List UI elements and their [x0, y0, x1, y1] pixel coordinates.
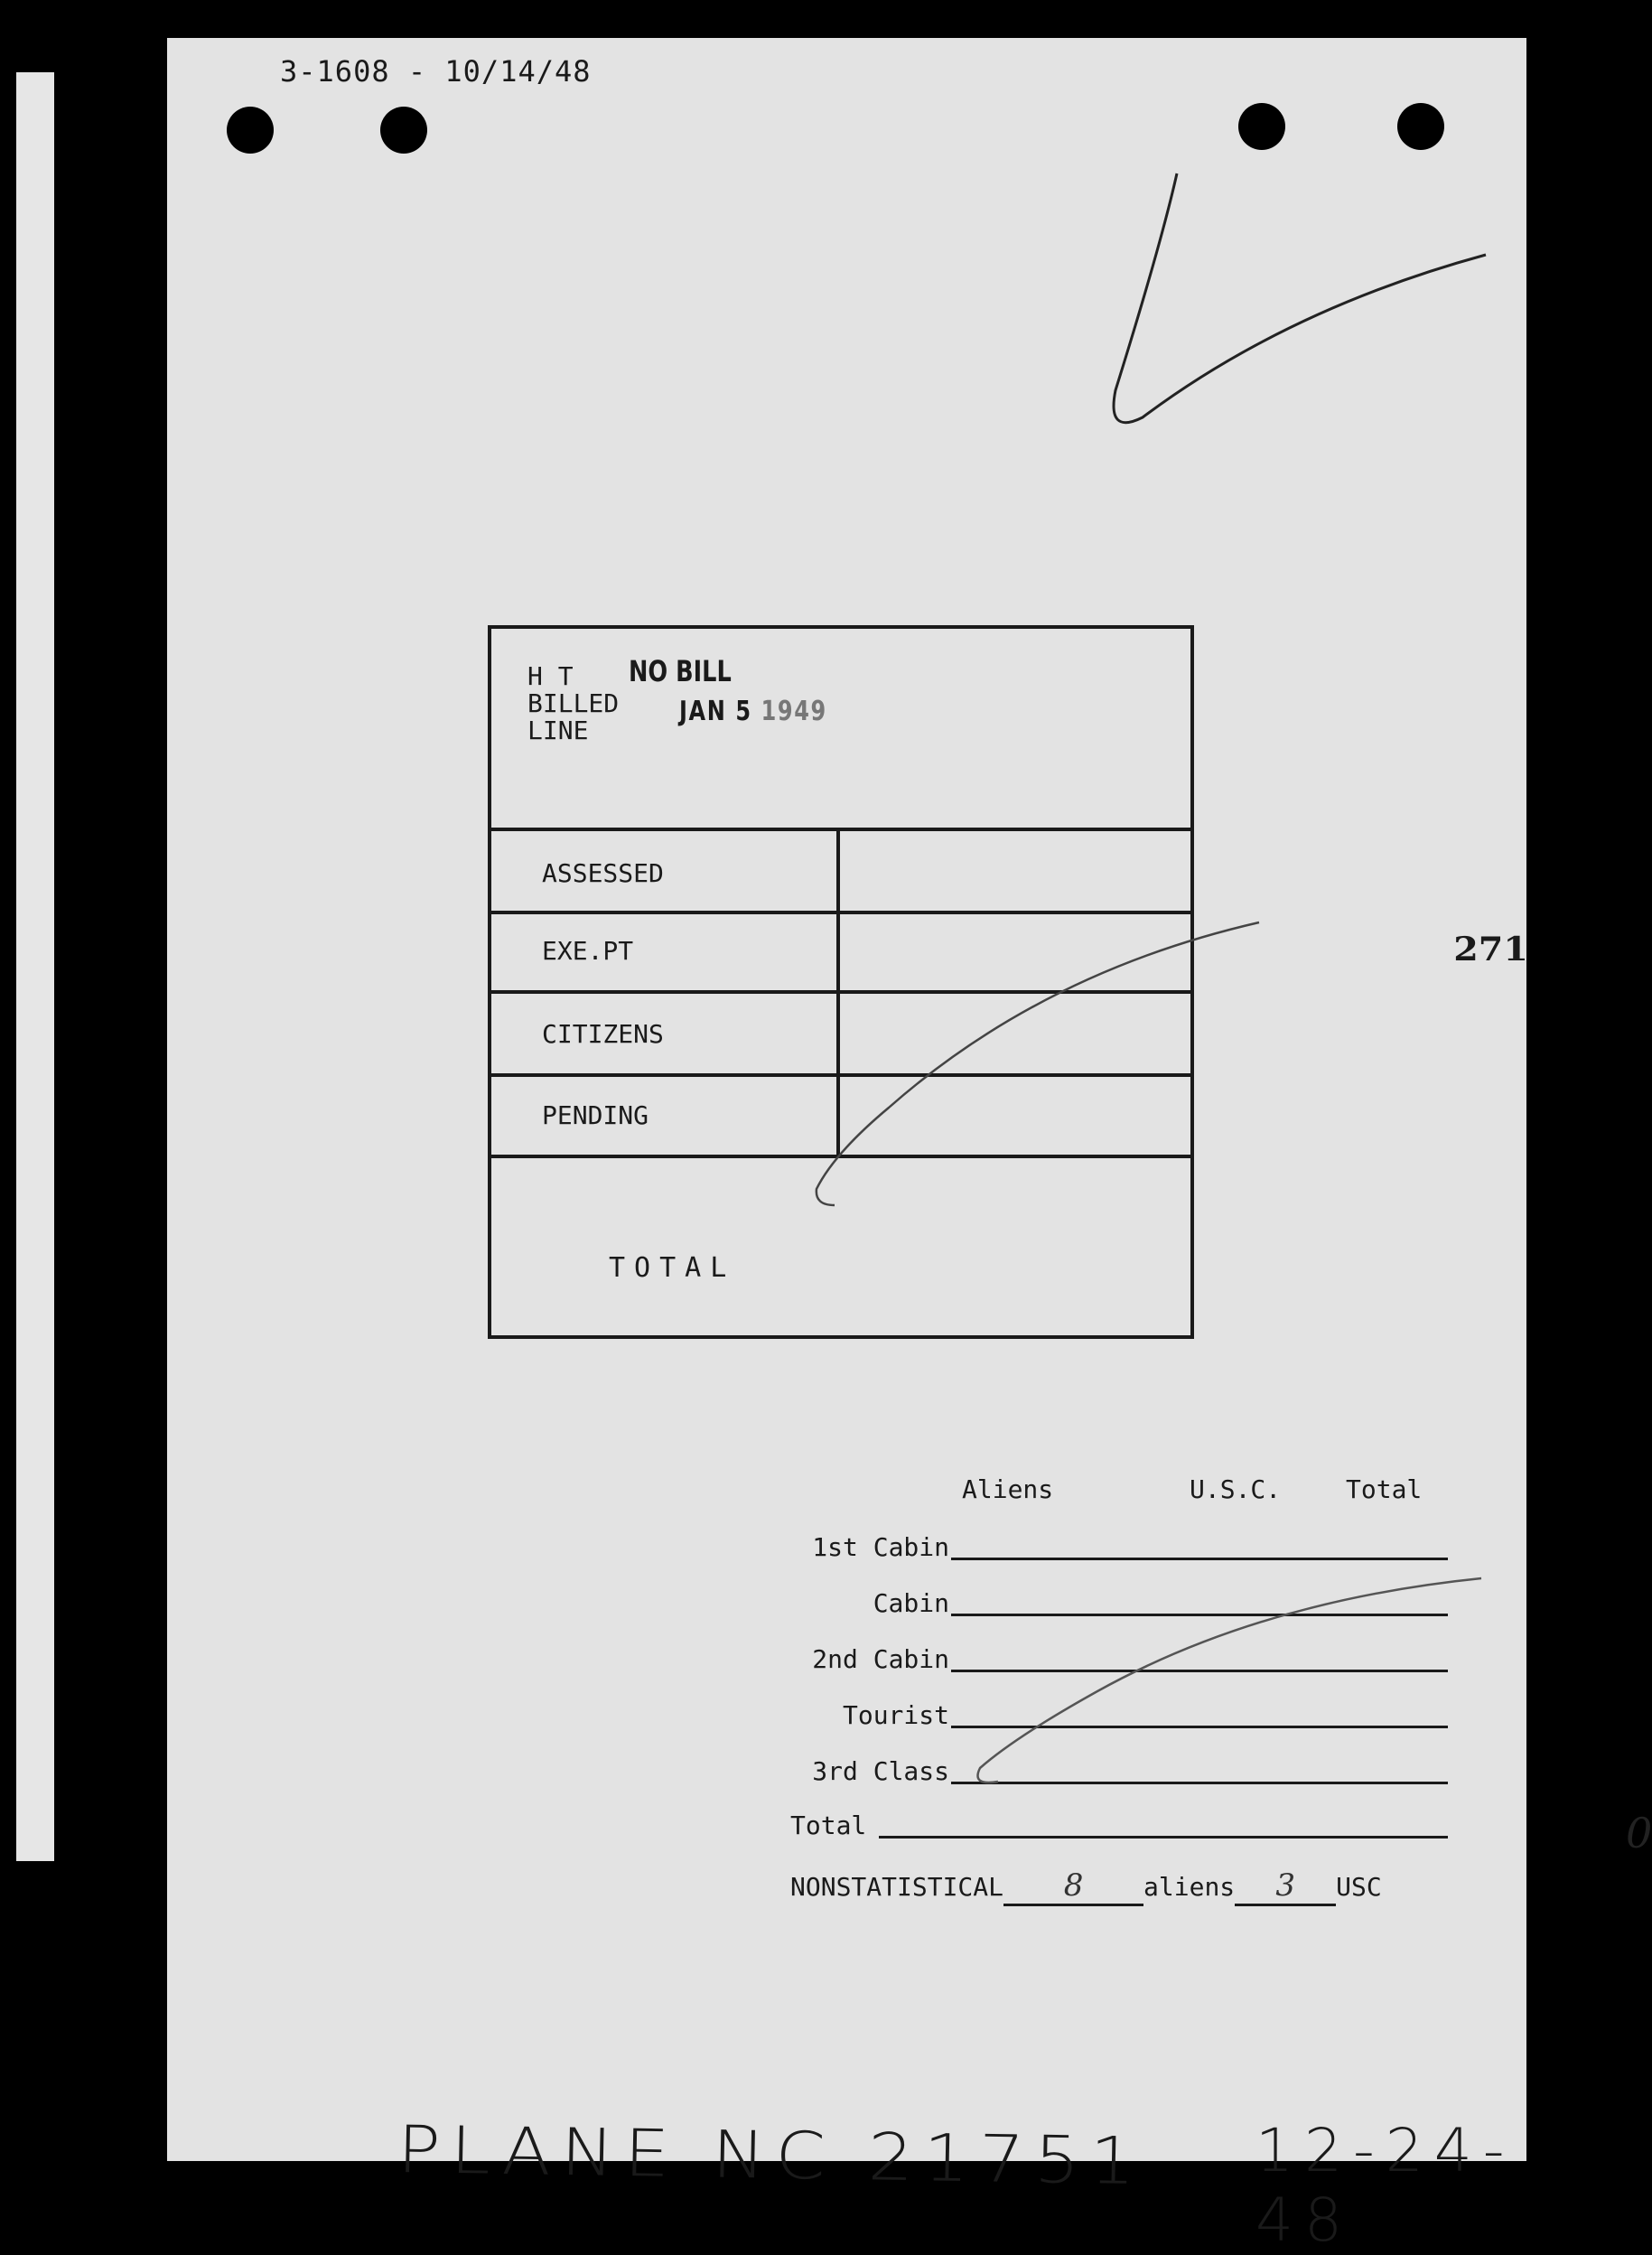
count-label: Tourist [842, 1700, 949, 1730]
count-label: 2nd Cabin [812, 1644, 949, 1674]
row-divider [491, 911, 1190, 914]
count-row-3rd-class [790, 1756, 949, 1786]
punch-hole [1397, 103, 1444, 150]
nonstat-aliens-value: 8 [1063, 1867, 1084, 1904]
stamp-date [679, 696, 827, 727]
count-label: 3rd Class [812, 1756, 949, 1786]
usc-label: USC [1336, 1872, 1382, 1902]
document-page [167, 38, 1652, 2255]
blank-line [879, 1836, 1448, 1839]
blank-line [951, 1558, 1448, 1560]
stamp-date-year: 1949 [761, 696, 827, 727]
line-label: LINE [527, 716, 589, 745]
aliens-label: aliens [1143, 1872, 1236, 1902]
count-label: 1st Cabin [812, 1532, 949, 1562]
margin-number: 271 [1453, 931, 1528, 968]
punch-hole [227, 107, 274, 154]
count-row-1st-cabin [790, 1532, 949, 1562]
pencil-strike [726, 918, 1268, 1243]
nonstat-usc-value: 3 [1275, 1867, 1295, 1904]
handwritten-date: 12-24-48 [1255, 2116, 1516, 2255]
billing-stamp [488, 625, 1194, 1339]
row-divider [491, 828, 1190, 831]
punch-hole [1238, 103, 1285, 150]
row-pending: PENDING [542, 1100, 649, 1130]
passenger-counts [790, 1474, 1486, 1904]
billed-label: BILLED [527, 688, 620, 718]
nonstatistical-row [790, 1867, 1382, 1906]
header-usc: U.S.C. [1190, 1474, 1282, 1504]
total-handwritten-zero: 0 [1626, 1809, 1652, 1857]
no-bill-stamp: NO BILL [629, 654, 732, 688]
count-row-2nd-cabin [790, 1644, 949, 1674]
row-exempt: EXE.PT [542, 936, 634, 966]
count-row-total [790, 1811, 866, 1840]
stamp-labels [527, 663, 619, 744]
count-row-cabin [790, 1588, 949, 1618]
stamp-total-label: TOTAL [609, 1252, 736, 1284]
count-label: Cabin [873, 1588, 949, 1618]
row-assessed: ASSESSED [542, 858, 664, 888]
header-reference: 3-1608 - 10/14/48 [280, 54, 592, 89]
stamp-date-month: JAN 5 [679, 696, 752, 727]
adjacent-page-edge [16, 72, 54, 1861]
nonstat-usc-blank [1235, 1867, 1336, 1906]
header-aliens: Aliens [962, 1474, 1054, 1504]
row-citizens: CITIZENS [542, 1019, 664, 1049]
nonstat-aliens-blank [1003, 1867, 1143, 1906]
nonstatistical-label: NONSTATISTICAL [790, 1872, 1004, 1902]
count-row-tourist [790, 1700, 949, 1730]
pencil-strike [962, 1574, 1486, 1791]
header-total: Total [1346, 1474, 1423, 1504]
check-mark [1106, 164, 1486, 472]
count-label: Total [790, 1811, 867, 1840]
handwritten-plane: PLANE NC 21751 [397, 2111, 1146, 2200]
ht-label: H T [527, 661, 574, 691]
punch-hole [380, 107, 427, 154]
